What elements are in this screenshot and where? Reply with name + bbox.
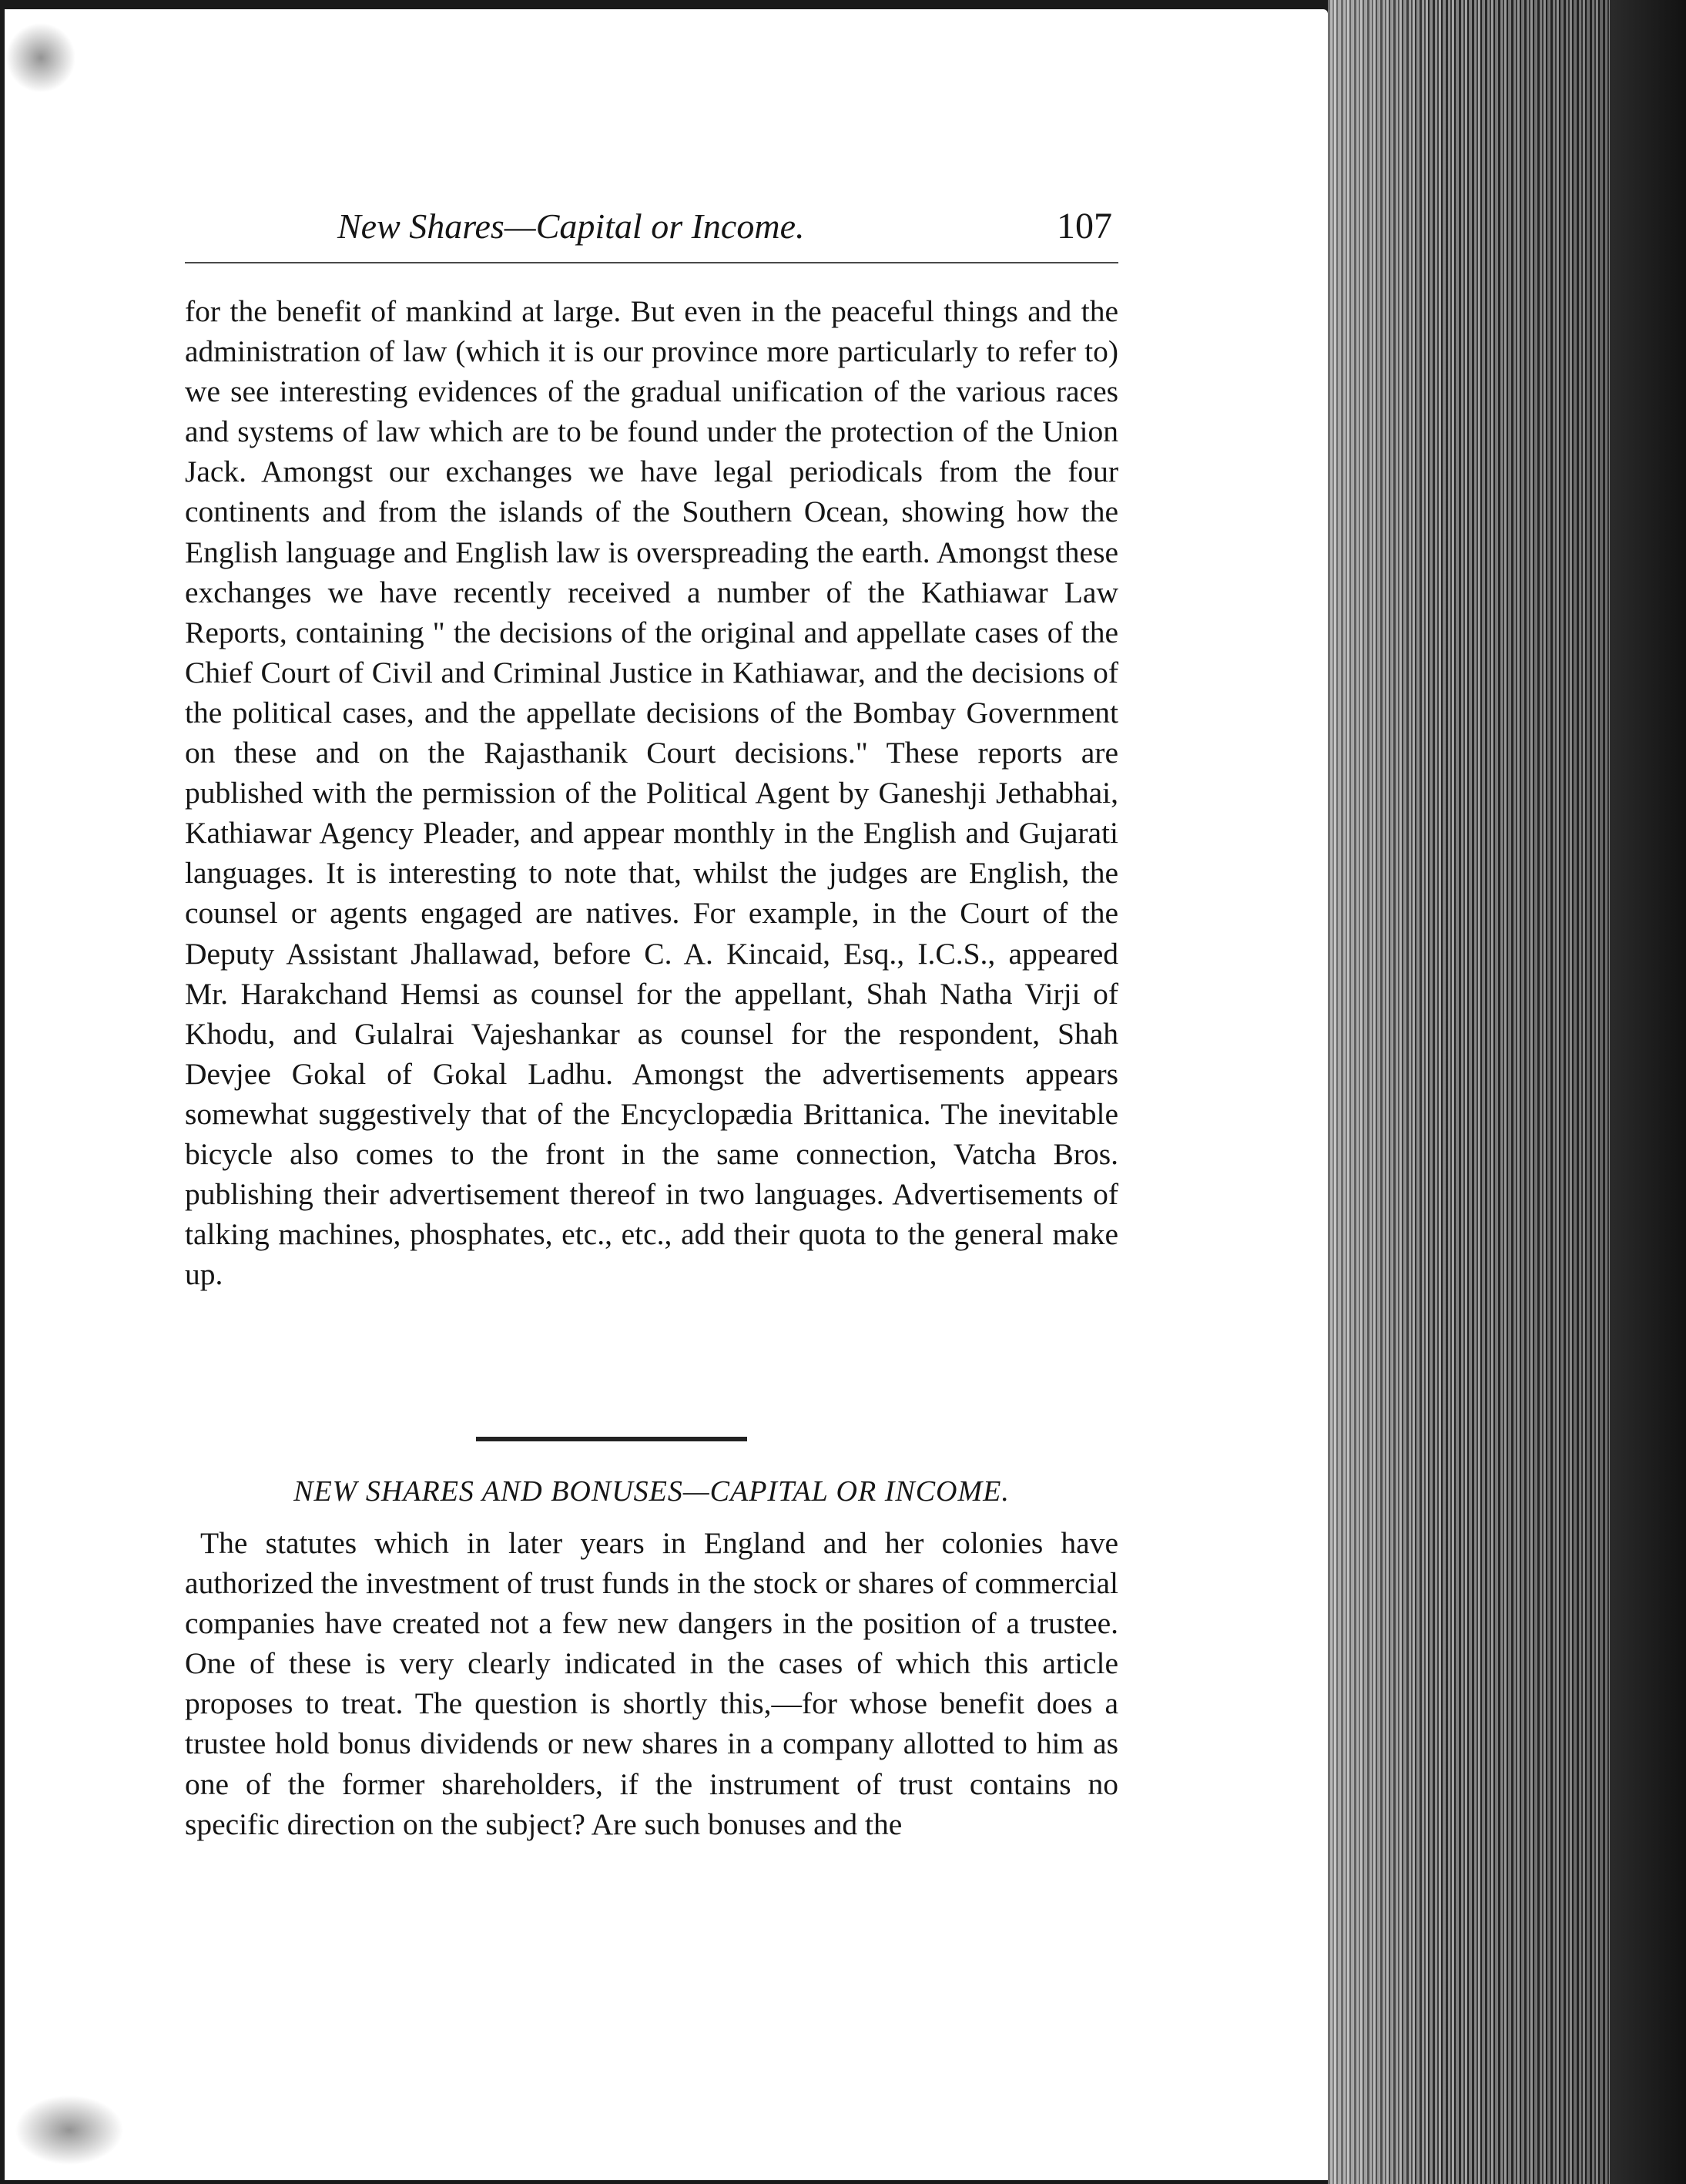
body-paragraph: The statutes which in later years in England and her colonies have authorized the investment of trust funds in the stock or shares of commercial companies have created not a few new dangers in the position of a trustee. One of these is very clearly indicated in the cases of which this article proposes to treat. The question is shortly this,—for whose benefit does a trustee hold bonus dividends or new shares in a company allotted to him as one of the former shareholders, if the instrument of trust contains no specific direction on the subject? Are such bonuses and the [185, 1526, 1118, 1841]
section-heading: NEW SHARES AND BONUSES—CAPITAL OR INCOME. [293, 1475, 1010, 1508]
body-paragraph: for the benefit of mankind at large. But even in the peaceful things and the administration of law (which it is our province more particularly to refer to) we see interesting evidences of the gradual unification of the various races and systems of law which are to be found under the protection of the Union Jack. Amongst our exchanges we have legal periodicals from the four continents and from the islands of the Southern Ocean, showing how the English language and English law is overspreading the earth. Amongst these exchanges we have recently received a number of the Kathiawar Law Reports, containing " the decisions of the original and appellate cases of the Chief Court of Civil and Criminal Justice in Kathiawar, and the decisions of the political cases, and the appellate decisions of the Bombay Government on these and on the Rajasthanik Court decisions." These reports are published with the permission of the Political Agent by Ganeshji Jethabhai, Kathiawar Agency Pleader, and appear monthly in the English and Gujarati languages. It is interesting to note that, whilst the judges are English, the counsel or agents engaged are natives. For example, in the Court of the Deputy Assistant Jhallawad, before C. A. Kincaid, Esq., I.C.S., appeared Mr. Harakchand Hemsi as counsel for the appellant, Shah Natha Virji of Khodu, and Gulalrai Vajeshankar as counsel for the respondent, Shah Devjee Gokal of Gokal Ladhu. Amongst the advertisements appears somewhat suggestively that of the Encyclopædia Brittanica. The inevitable bicycle also comes to the front in the same connection, Vatcha Bros. publishing their advertisement thereof in two languages. Advertisements of talking machines, phosphates, etc., etc., add their quota to the general make up. [185, 294, 1118, 1292]
section-divider [476, 1437, 747, 1441]
book-spine-shadow [1610, 0, 1686, 2184]
scan-smudge-top-left [6, 23, 75, 92]
header-rule [185, 262, 1118, 263]
page-number: 107 [1057, 206, 1112, 247]
scan-smudge-bottom-left [15, 2095, 123, 2165]
running-head-title: New Shares—Capital or Income. [337, 206, 805, 246]
